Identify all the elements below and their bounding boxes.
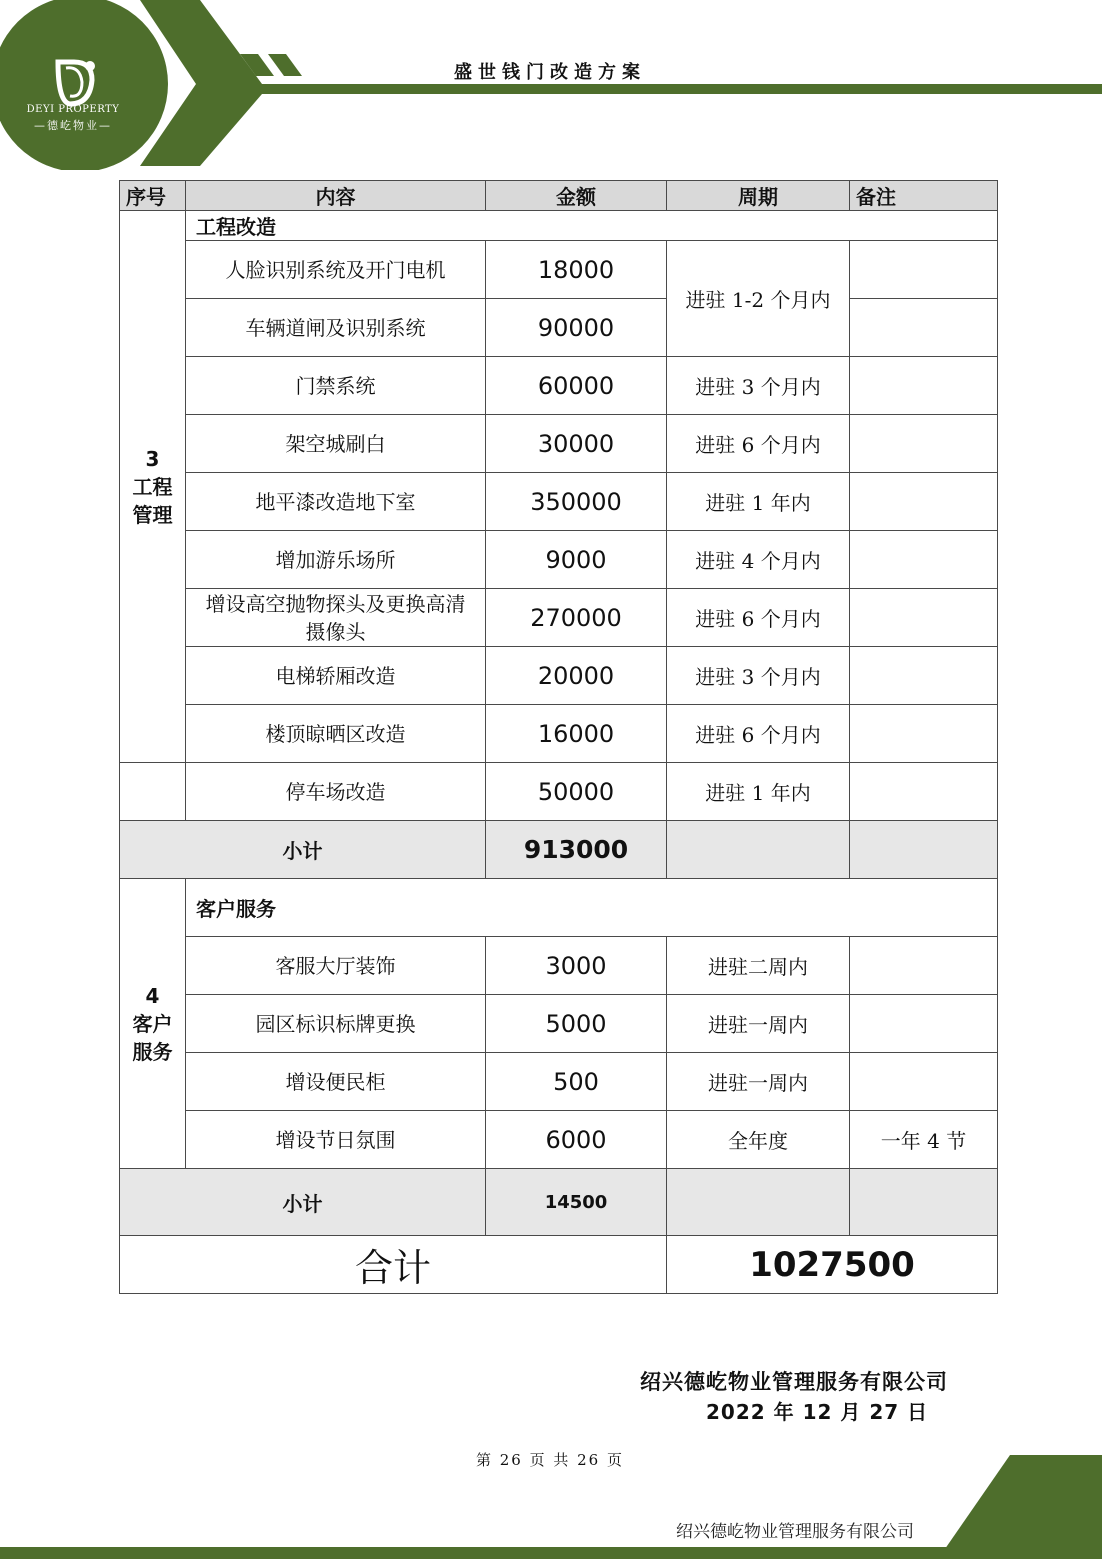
item-note — [850, 763, 998, 821]
section-title: 工程改造 — [186, 211, 998, 241]
table-row — [120, 1053, 998, 1111]
item-period: 进驻 4 个月内 — [667, 531, 850, 589]
item-note — [850, 357, 998, 415]
table-row — [120, 415, 998, 473]
item-period: 进驻 6 个月内 — [667, 589, 850, 647]
grand-total-label: 合计 — [120, 1236, 667, 1294]
section-seq-label: 工程 — [132, 474, 173, 499]
item-name: 增设便民柜 — [186, 1053, 486, 1111]
table-row — [120, 705, 998, 763]
item-amount: 60000 — [486, 357, 667, 415]
section-title-row — [120, 211, 998, 241]
item-period: 进驻 3 个月内 — [667, 647, 850, 705]
header-graphic — [0, 0, 1102, 170]
signature-date: 2022 年 12 月 27 日 — [706, 1400, 929, 1424]
header-content: 内容 — [186, 181, 486, 211]
subtotal-period — [667, 821, 850, 879]
subtotal-note — [850, 1169, 998, 1236]
table-row — [120, 763, 998, 821]
section-seq-number: 4 — [145, 983, 160, 1008]
item-amount: 20000 — [486, 647, 667, 705]
table-row — [120, 241, 998, 299]
table-header-row — [120, 181, 998, 211]
item-name: 楼顶晾晒区改造 — [186, 705, 486, 763]
table-row — [120, 299, 998, 357]
item-period: 进驻一周内 — [667, 995, 850, 1053]
item-amount: 9000 — [486, 531, 667, 589]
section-title-row — [120, 879, 998, 937]
item-amount: 500 — [486, 1053, 667, 1111]
item-name: 门禁系统 — [186, 357, 486, 415]
item-amount: 3000 — [486, 937, 667, 995]
table-row — [120, 357, 998, 415]
item-name: 车辆道闸及识别系统 — [186, 299, 486, 357]
grand-total-amount: 1027500 — [667, 1236, 998, 1294]
item-amount: 5000 — [486, 995, 667, 1053]
item-name: 地平漆改造地下室 — [186, 473, 486, 531]
item-name: 增设高空抛物探头及更换高清摄像头 — [186, 589, 486, 647]
item-period: 进驻一周内 — [667, 1053, 850, 1111]
item-note — [850, 473, 998, 531]
item-note — [850, 937, 998, 995]
item-amount: 16000 — [486, 705, 667, 763]
item-name: 停车场改造 — [186, 763, 486, 821]
item-amount: 6000 — [486, 1111, 667, 1169]
item-period: 进驻 3 个月内 — [667, 357, 850, 415]
item-period: 进驻 1 年内 — [667, 763, 850, 821]
item-note — [850, 1053, 998, 1111]
table-row — [120, 473, 998, 531]
item-note — [850, 241, 998, 299]
item-note — [850, 531, 998, 589]
grand-total-row — [120, 1236, 998, 1294]
subtotal-amount: 14500 — [486, 1169, 667, 1236]
item-name: 客服大厅装饰 — [186, 937, 486, 995]
table-row — [120, 1111, 998, 1169]
item-name: 电梯轿厢改造 — [186, 647, 486, 705]
table-row — [120, 995, 998, 1053]
item-period: 进驻二周内 — [667, 937, 850, 995]
item-note — [850, 705, 998, 763]
item-note: 一年 4 节 — [850, 1111, 998, 1169]
section-seq-label: 管理 — [132, 502, 173, 527]
logo-text-cn: —德屹物业— — [34, 119, 112, 132]
section-seq-cell — [120, 879, 186, 1169]
item-amount: 50000 — [486, 763, 667, 821]
document-title: 盛世钱门改造方案 — [454, 62, 646, 83]
item-name: 架空城刷白 — [186, 415, 486, 473]
section-seq-cell — [120, 211, 186, 763]
header-seq: 序号 — [120, 181, 186, 211]
item-name: 人脸识别系统及开门电机 — [186, 241, 486, 299]
item-amount: 350000 — [486, 473, 667, 531]
item-period: 进驻 1-2 个月内 — [667, 241, 850, 357]
header-amount: 金额 — [486, 181, 667, 211]
section-title: 客户服务 — [186, 879, 998, 937]
subtotal-row — [120, 821, 998, 879]
subtotal-period — [667, 1169, 850, 1236]
item-period: 进驻 1 年内 — [667, 473, 850, 531]
subtotal-label: 小计 — [120, 1169, 486, 1236]
signature-company: 绍兴德屹物业管理服务有限公司 — [640, 1370, 948, 1394]
subtotal-label: 小计 — [120, 821, 486, 879]
item-period: 全年度 — [667, 1111, 850, 1169]
table-row — [120, 647, 998, 705]
item-name: 增设节日氛围 — [186, 1111, 486, 1169]
section-seq-label: 客户 — [132, 1011, 173, 1036]
budget-table — [119, 180, 998, 1294]
subtotal-row — [120, 1169, 998, 1236]
item-amount: 270000 — [486, 589, 667, 647]
table-row — [120, 531, 998, 589]
subtotal-note — [850, 821, 998, 879]
empty-seq-cell — [120, 763, 186, 821]
section-seq-number: 3 — [145, 446, 160, 471]
item-amount: 18000 — [486, 241, 667, 299]
item-note — [850, 299, 998, 357]
item-amount: 30000 — [486, 415, 667, 473]
table-row — [120, 589, 998, 647]
item-period: 进驻 6 个月内 — [667, 415, 850, 473]
section-seq-label: 服务 — [132, 1039, 173, 1064]
page-number: 第 26 页 共 26 页 — [475, 1451, 624, 1469]
logo-text-en: DEYI PROPERTY — [26, 104, 120, 115]
table-row — [120, 937, 998, 995]
subtotal-amount: 913000 — [486, 821, 667, 879]
header-period: 周期 — [667, 181, 850, 211]
item-name: 园区标识标牌更换 — [186, 995, 486, 1053]
item-amount: 90000 — [486, 299, 667, 357]
item-period: 进驻 6 个月内 — [667, 705, 850, 763]
item-note — [850, 647, 998, 705]
item-note — [850, 995, 998, 1053]
footer-company: 绍兴德屹物业管理服务有限公司 — [676, 1522, 914, 1542]
item-note — [850, 415, 998, 473]
item-name: 增加游乐场所 — [186, 531, 486, 589]
item-note — [850, 589, 998, 647]
header-note: 备注 — [850, 181, 998, 211]
footer-graphic — [0, 1455, 1102, 1559]
